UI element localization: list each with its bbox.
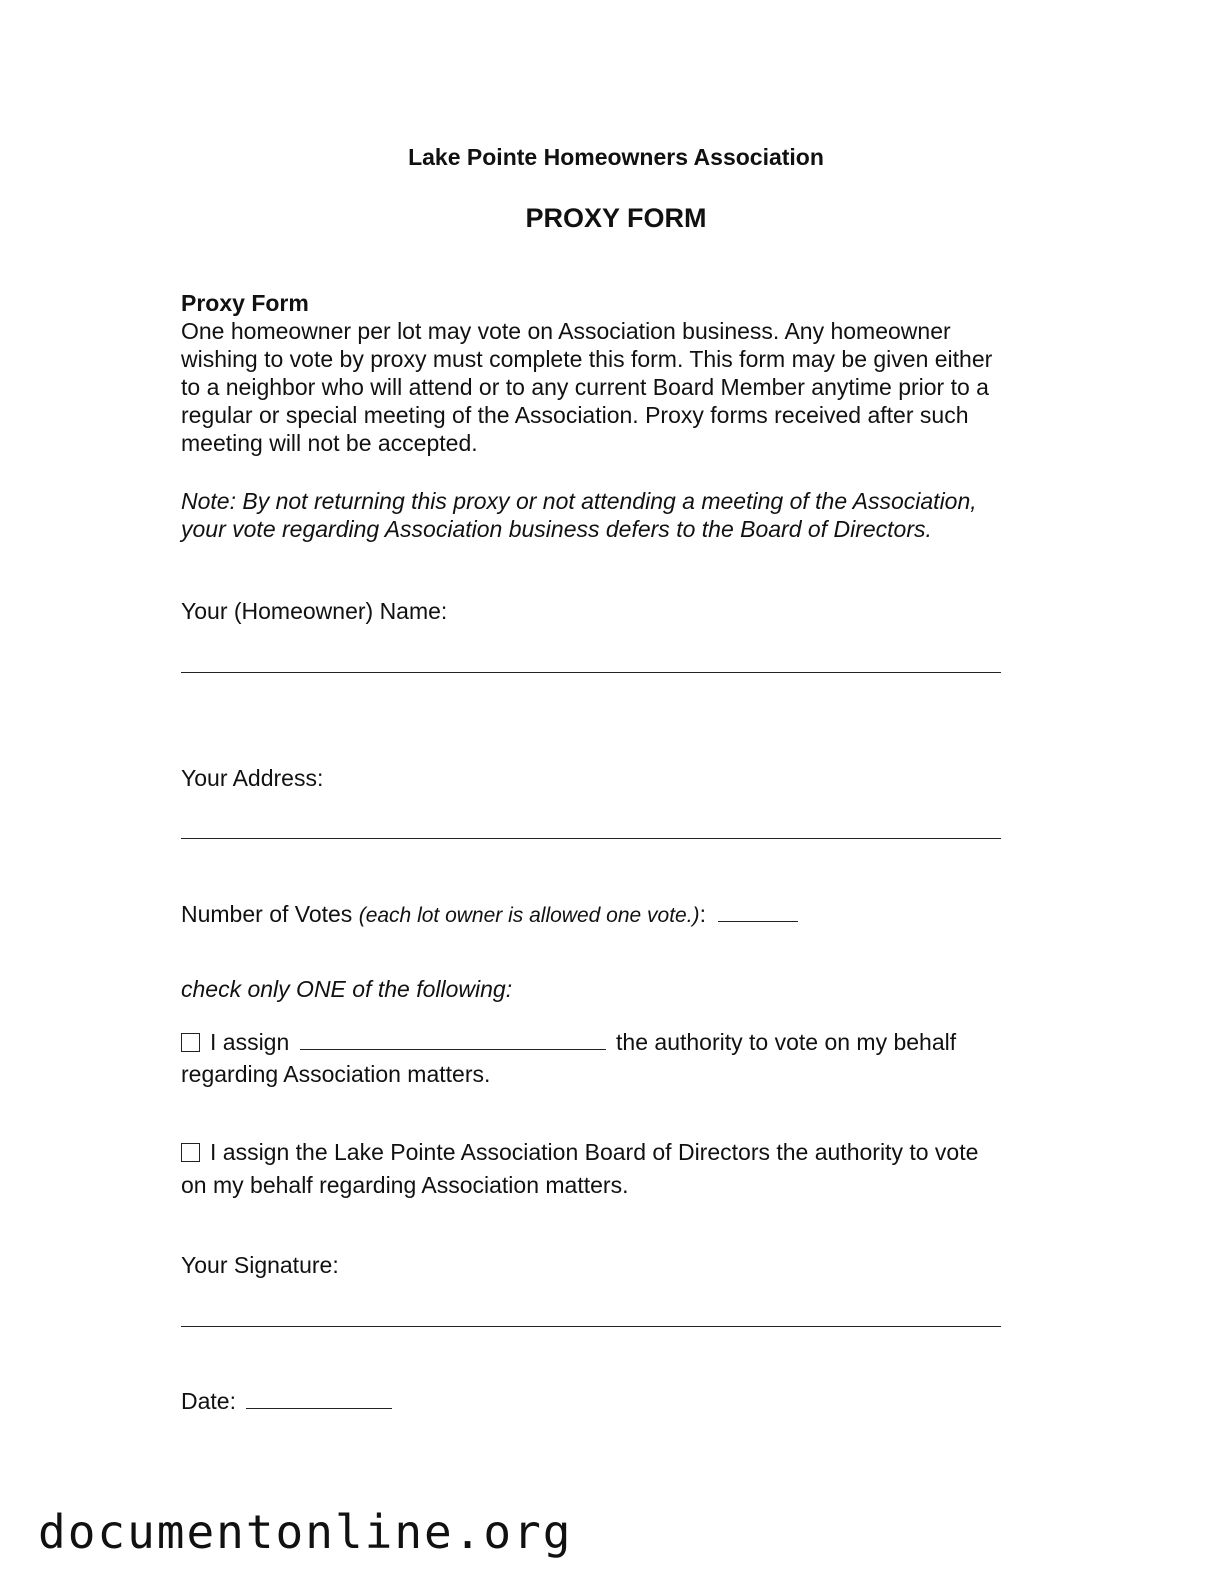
votes-field[interactable] bbox=[718, 899, 798, 922]
note-line: your vote regarding Association business defers to the Board of Directors. bbox=[181, 516, 932, 542]
date-field[interactable] bbox=[246, 1386, 392, 1409]
note-line: Note: By not returning this proxy or not attending a meeting of the Association, bbox=[181, 488, 977, 514]
option1-checkbox[interactable] bbox=[181, 1033, 200, 1052]
intro-line: to a neighbor who will attend or to any current Board Member anytime prior to a bbox=[181, 374, 989, 400]
intro-line: regular or special meeting of the Association. Proxy forms received after such bbox=[181, 402, 969, 428]
name-label: Your (Homeowner) Name: bbox=[181, 598, 448, 624]
option1-prefix: I assign bbox=[210, 1029, 290, 1055]
address-field[interactable] bbox=[181, 838, 1001, 839]
date-label: Date: bbox=[181, 1388, 236, 1414]
votes-colon: : bbox=[699, 901, 706, 927]
option-assign-board bbox=[181, 1136, 978, 1202]
signature-label: Your Signature: bbox=[181, 1252, 339, 1278]
option2-line1: I assign the Lake Pointe Association Board of Directors the authority to vote bbox=[210, 1139, 979, 1165]
organization-name: Lake Pointe Homeowners Association bbox=[408, 144, 824, 170]
intro-section bbox=[181, 289, 992, 457]
form-title: PROXY FORM bbox=[525, 203, 707, 233]
votes-note: (each lot owner is allowed one vote.) bbox=[358, 904, 700, 927]
signature-field[interactable] bbox=[181, 1326, 1001, 1327]
option1-line2: regarding Association matters. bbox=[181, 1061, 491, 1087]
name-field[interactable] bbox=[181, 672, 1001, 673]
option-assign-individual bbox=[181, 1026, 956, 1090]
option2-checkbox[interactable] bbox=[181, 1143, 200, 1162]
option2-line2: on my behalf regarding Association matters. bbox=[181, 1172, 629, 1198]
intro-heading: Proxy Form bbox=[181, 290, 309, 316]
date-row bbox=[181, 1386, 392, 1415]
intro-line: meeting will not be accepted. bbox=[181, 430, 478, 456]
votes-label: Number of Votes bbox=[181, 901, 353, 927]
assignee-field[interactable] bbox=[300, 1027, 606, 1050]
watermark: documentonline.org bbox=[38, 1505, 573, 1559]
address-label: Your Address: bbox=[181, 765, 324, 791]
options-instruction: check only ONE of the following: bbox=[181, 976, 513, 1002]
intro-line: One homeowner per lot may vote on Association business. Any homeowner bbox=[181, 318, 951, 344]
note-section bbox=[181, 487, 977, 543]
option1-suffix: the authority to vote on my behalf bbox=[616, 1029, 957, 1055]
intro-line: wishing to vote by proxy must complete this form. This form may be given either bbox=[181, 346, 993, 372]
votes-row bbox=[181, 899, 798, 930]
